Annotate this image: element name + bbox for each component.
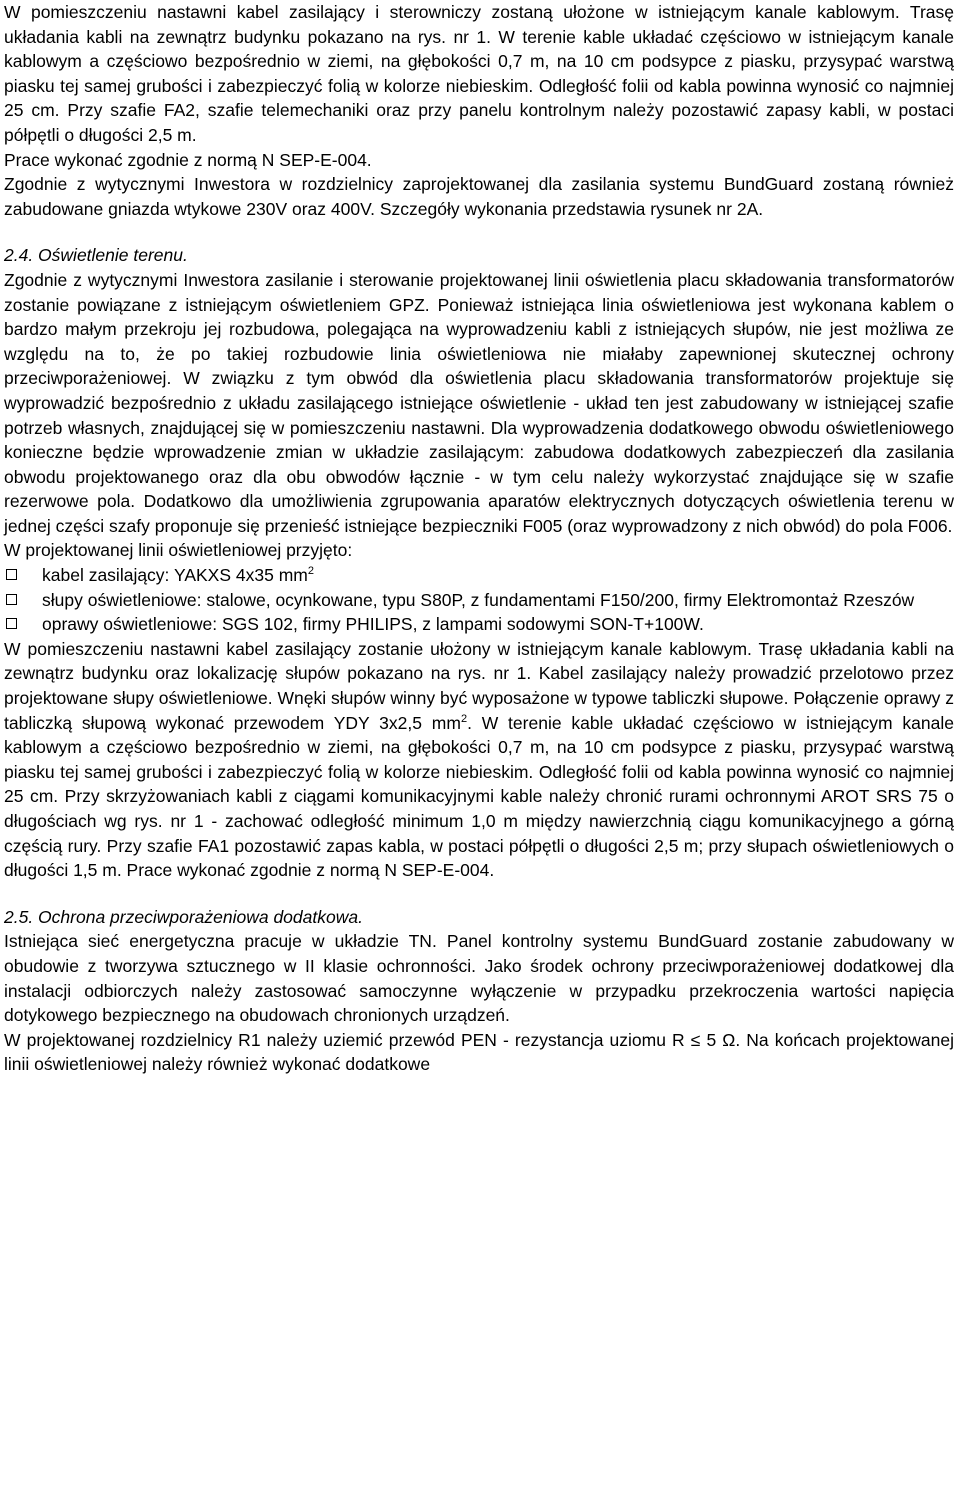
list-item xyxy=(4,588,954,613)
checkbox-bullet-icon xyxy=(6,618,17,629)
list-item xyxy=(4,612,954,637)
checkbox-bullet-icon xyxy=(6,594,17,605)
checkbox-bullet-icon xyxy=(6,569,17,580)
paragraph-protection-system: Istniejąca sieć energetyczna pracuje w układzie TN. Panel kontrolny systemu BundGuard zostanie zabudowany w obudowie z tworzywa sztucznego w II klasie ochronności. Jako środek ochrony przeciwporażeniowej dodatkowej dla instalacji odbiorczych należy zastosować samoczynne wyłączenie w przypadku przekroczenia wartości napięcia dotykowego bezpiecznego na obudowach chronionych urządzeń. xyxy=(4,931,954,1026)
superscript: 2 xyxy=(460,712,468,725)
section-heading-2-4: 2.4. Oświetlenie terenu. xyxy=(4,245,188,266)
paragraph-sockets: Zgodnie z wytycznymi Inwestora w rozdzielnicy zaprojektowanej dla zasilania systemu BundGuard zostaną również zabudowane gniazda wtykowe 230V oraz 400V. Szczegóły wykonania przedstawia rysunek nr 2A. xyxy=(4,174,954,219)
list-item-text: oprawy oświetleniowe: SGS 102, firmy PHILIPS, z lampami sodowymi SON-T+100W. xyxy=(42,614,704,635)
paragraph-lighting-assumptions: W projektowanej linii oświetleniowej przyjęto: xyxy=(4,540,353,561)
text-run: W pomieszczeniu nastawni kabel zasilający zostanie ułożony w istniejącym kanale kablowym. Trasę układania kabli na zewnątrz budynku oraz lokalizację słupów pokazano na rys. nr 1. Kabel zasilający należy prowadzić przelotowo przez projektowane słupy oświetleniowe. Wnęki słupów winny być wyposażone w typowe tabliczki słupowe. Połączenie oprawy z tabliczką słupową wykonać przewodem YDY 3x2,5 mm xyxy=(4,638,954,733)
list-item-text: kabel zasilający: YAKXS 4x35 mm xyxy=(42,565,308,586)
paragraph-lighting-description: Zgodnie z wytycznymi Inwestora zasilanie i sterowanie projektowanej linii oświetlenia placu składowania transformatorów zostanie powiązane z istniejącym oświetleniem GPZ. Ponieważ istniejąca linia oświetleniowa jest wykonana kablem o bardzo małym przekroju jej rozbudowa, polegająca na wyprowadzeniu kabli z istniejących słupów, nie jest możliwa ze względu na to, że po takiej rozbudowie linia oświetleniowa nie miałaby zapewnionej skutecznej ochrony przeciwporażeniowej. W związku z tym obwód dla oświetlenia placu składowania transformatorów projektuje się wyprowadzić bezpośrednio z układu zasilającego istniejące oświetlenie - układ ten jest zabudowany w istniejącej szafie potrzeb własnych, znajdującej się w pomieszczeniu nastawni. Dla wyprowadzenia dodatkowego obwodu oświetleniowego konieczne będzie wprowadzenie zmian w układzie zasilającym: zabudowa dodatkowych zabezpieczeń dla zasilania obwodu projektowanego oraz dla obu obwodów łącznie - w tym celu należy wykorzystać znajdujące się w szafie rezerwowe pola. Dodatkowo dla umożliwienia zgrupowania aparatów elektrycznych dotyczących oświetlenia terenu w jednej części szafy proponuje się przenieść istniejące bezpieczniki F005 (oraz wyprowadzony z nich obwód) do pola F006. xyxy=(4,269,954,536)
paragraph-lighting-cable-routing xyxy=(4,637,954,883)
assumptions-list xyxy=(4,563,954,637)
paragraph-standard-note: Prace wykonać zgodnie z normą N SEP-E-004. xyxy=(4,149,372,170)
superscript: 2 xyxy=(307,565,314,578)
paragraph-grounding: W projektowanej rozdzielnicy R1 należy uziemić przewód PEN - rezystancja uziomu R ≤ 5 Ω. Na końcach projektowanej linii oświetleniowej należy również wykonać dodatkowe xyxy=(4,1029,954,1075)
list-item-text: słupy oświetleniowe: stalowe, ocynkowane, typu S80P, z fundamentami F150/200, firmy Elektromontaż Rzeszów xyxy=(42,589,915,610)
paragraph-cable-routing: W pomieszczeniu nastawni kabel zasilający i sterowniczy zostaną ułożone w istniejącym kanale kablowym. Trasę układania kabli na zewnątrz budynku pokazano na rys. nr 1. W terenie kable układać częściowo w istniejącym kanale kablowym a częściowo bezpośrednio w ziemi, na głębokości 0,7 m, na 10 cm podsypce z piasku, przysypać warstwą piasku tej samej grubości i zabezpieczyć folią w kolorze niebieskim. Odległość folii od kabla powinna wynosić co najmniej 25 cm. Przy szafie FA2, szafie telemechaniki oraz przy panelu kontrolnym należy pozostawić zapasy kabli, w postaci półpętli o długości 2,5 m. xyxy=(4,2,954,145)
section-heading-2-5: 2.5. Ochrona przeciwporażeniowa dodatkowa. xyxy=(4,906,363,927)
list-item xyxy=(4,563,954,588)
text-run: . W terenie kable układać częściowo w istniejącym kanale kablowym a częściowo bezpośrednio w ziemi, na głębokości 0,7 m, na 10 cm podsypce z piasku, przysypać warstwą piasku tej samej grubości i zabezpieczyć folią w kolorze niebieskim. Odległość folii od kabla powinna wynosić co najmniej 25 cm. Przy skrzyżowaniach kabli z ciągami komunikacyjnymi kable należy chronić rurami ochronnymi AROT SRS 75 o długościach wg rys. nr 1 - zachować odległość minimum 1,0 m między nawierzchnią ciągu komunikacyjnego a górną częścią rury. Przy szafie FA1 pozostawić zapas kabla, w postaci półpętli o długości 2,5 m; przy słupach oświetleniowych o długości 1,5 m. Prace wykonać zgodnie z normą N SEP-E-004. xyxy=(4,712,954,881)
